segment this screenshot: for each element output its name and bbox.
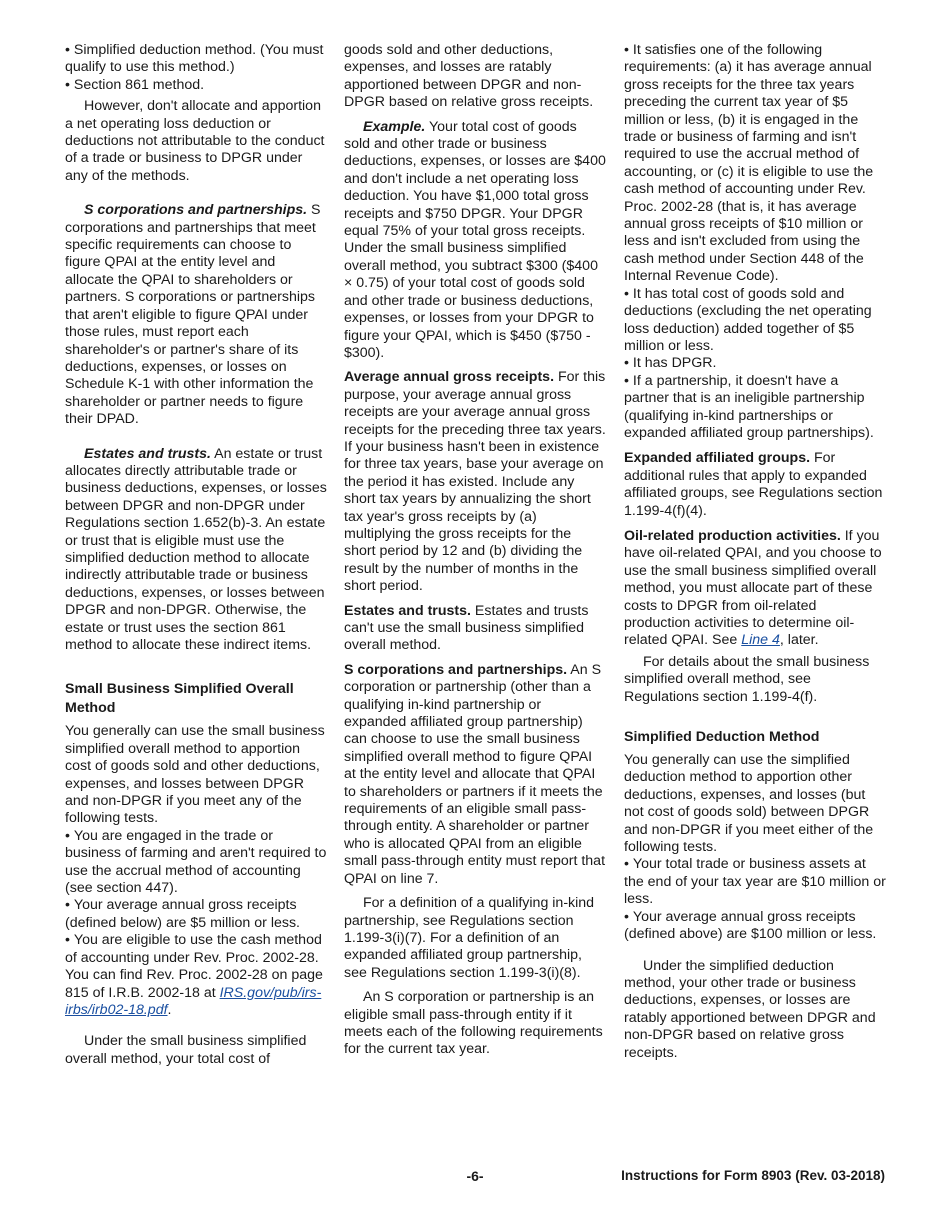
bullet-simplified-deduction: • Simplified deduction method. (You must qualify to use this method.) [65, 42, 327, 77]
paragraph-s-corporations-2 [344, 662, 606, 888]
bullet-partnership: • If a partnership, it doesn't have a partner that is an ineligible partnership (qualifying in-kind partnerships or expanded affiliated group partnerships). [624, 373, 886, 443]
paragraph-dont-allocate: However, don't allocate and apportion a net operating loss deduction or deductions not attributable to the conduct of a trade or business to DPGR under any of the methods. [65, 98, 325, 184]
text-example: Your total cost of goods sold and other trade or business deductions, expenses, or losses are $400 and don't include a net operating loss deduction. You have $1,000 total gross receipts and $750 DPGR. Your DPGR equal 75% of your total gross receipts. Under the small business simplified overall method, you subtract $300 ($400 × 0.75) of your total cost of goods sold and other trade or business deductions, expenses, or losses from your DPGR to figure your QPAI, which is $450 ($750 - $300). [344, 118, 606, 361]
text-estates-trusts: An estate or trust allocates directly attributable trade or business deductions, expenses, or losses between DPGR and non-DPGR under Regulations section 1.652(b)-3. An estate or trust that is eligible must use the simplified deduction method to allocate indirectly attributable trade or business deductions, expenses, or losses between DPGR and non-DPGR. Otherwise, the estate or trust uses the section 861 method to allocate these indirect items. [65, 445, 327, 653]
paragraph-sdm-ratably: Under the simplified deduction method, your other trade or business deductions, expenses, or losses are ratably apportioned between DPGR and non-DPGR based on relative gross receipts. [624, 957, 876, 1061]
text-cash-method: You are eligible to use the cash method of accounting under Rev. Proc. 2002-28. You can find Rev. Proc. 2002-28 on page 815 of I.R.B. 2002-18 at [65, 932, 323, 1001]
paragraph-average-receipts [344, 369, 606, 595]
link-irb02-18[interactable]: IRS.gov/pub/irs-irbs/irb02-18.pdf [65, 984, 322, 1018]
column-3 [624, 42, 886, 1071]
paragraph-sdm-intro: You generally can use the simplified deduction method to apportion other deductions, expenses, and losses (but not cost of goods sold) between DPGR and non-DPGR if you meet either of the following tests. [624, 752, 874, 856]
runin-average-receipts: Average annual gross receipts. [344, 369, 555, 386]
text-expanded-affiliated: For additional rules that apply to expanded affiliated groups, see Regulations section 1.199-4(f)(4). [624, 450, 883, 519]
page-number: -6- [466, 1168, 484, 1184]
bullet-100-million: • Your average annual gross receipts (defined above) are $100 million or less. [624, 909, 886, 944]
runin-s-corporations-2: S corporations and partnerships. [344, 661, 568, 678]
bullet-gross-receipts: • Your average annual gross receipts (defined below) are $5 million or less. [65, 897, 327, 932]
runin-example: Example. [363, 118, 426, 135]
paragraph-estates-trusts [65, 446, 327, 655]
link-line-4[interactable]: Line 4 [741, 632, 780, 649]
paragraph-sbso-intro: You generally can use the small business simplified overall method to apportion cost of goods sold and other deductions, expenses, and losses between DPGR and non-DPGR if you meet any of the following tests. [65, 723, 325, 827]
text-s-corporations-2: An S corporation or partnership (other than a qualifying in-kind partnership or expanded affiliated group partnership) can choose to use the small business simplified overall method to figure QPAI at the entity level and allocate that QPAI to shareholders or partners if it meets the requirements of an eligible small pass-through entity. A shareholder or partner who is allocated QPAI from an eligible small pass-through entity must report that QPAI on line 7. [344, 661, 606, 887]
text-later: , later. [779, 632, 819, 649]
runin-estates-trusts: Estates and trusts. [84, 445, 211, 462]
bullet-total-cost: • It has total cost of goods sold and deductions (excluding the net operating loss deduction) added together of $5 million or less. [624, 286, 886, 356]
paragraph-details-sbso: For details about the small business simplified overall method, see Regulations section 1.199-4(f). [624, 653, 870, 705]
paragraph-sbso-cost: Under the small business simplified overall method, your total cost of [65, 1033, 307, 1067]
paragraph-s-corporations [65, 202, 327, 428]
bullet-total-assets: • Your total trade or business assets at the end of your tax year are $10 million or less. [624, 856, 886, 908]
text-average-receipts: For this purpose, your average annual gross receipts are your average annual gross receipts for the preceding three tax years. If your business hasn't been in existence for three tax years, base your average on the period it has existed. Include any short tax years by annualizing the short tax year's gross receipts by (a) multiplying the gross receipts for the short period by 12 and (b) dividing the result by the number of months in the short period. [344, 369, 606, 595]
paragraph-in-kind-definition: For a definition of a qualifying in-kind partnership, see Regulations section 1.199-3(i)(7). For a definition of an expanded affiliated group partnership, see Regulations section 1.199-3(i)(8). [344, 895, 595, 981]
bullet-cash-method [65, 932, 327, 1019]
bullet-farming: • You are engaged in the trade or business of farming and aren't required to use the accrual method of accounting (see section 447). [65, 828, 327, 898]
text-estates-trusts-2: Estates and trusts can't use the small business simplified overall method. [344, 602, 589, 654]
text-period: . [167, 1001, 172, 1018]
heading-small-business-method: Small Business Simplified Overall Method [65, 681, 294, 717]
runin-expanded-affiliated: Expanded affiliated groups. [624, 450, 811, 467]
runin-oil-related: Oil-related production activities. [624, 527, 841, 544]
paragraph-eligible-entity: An S corporation or partnership is an eligible small pass-through entity if it meets each of the following requirements for the current tax year. [344, 989, 603, 1058]
paragraph-ratably-apportioned: goods sold and other deductions, expenses, and losses are ratably apportioned between DPGR and non-DPGR based on relative gross receipts. [344, 42, 594, 111]
column-1 [65, 42, 327, 1077]
bullet-section-861: • Section 861 method. [65, 77, 327, 94]
footer-form-title: Instructions for Form 8903 (Rev. 03-2018) [621, 1168, 885, 1183]
paragraph-expanded-affiliated [624, 450, 886, 520]
paragraph-example [344, 119, 606, 363]
paragraph-estates-trusts-2 [344, 603, 606, 655]
column-2 [344, 42, 606, 1068]
text-s-corporations: S corporations and partnerships that meet specific requirements can choose to figure QPAI at the entity level and allocate the QPAI to shareholders or partners. S corporations or partnerships that aren't eligible to figure QPAI under those rules, must report each shareholder's or partner's share of its deductions, expenses, or losses on Schedule K-1 with other information the shareholder or partner needs to figure their DPAD. [65, 202, 321, 428]
runin-s-corporations: S corporations and partnerships. [84, 202, 308, 219]
bullet-requirements: • It satisfies one of the following requirements: (a) it has average annual gross receipts for the three tax years preceding the current tax year of $5 million or less, (b) it is engaged in the trade or business of farming and isn't required to use the accrual method of accounting, or (c) it is eligible to use the cash method of accounting under Rev. Proc. 2002-28 (that is, it has average annual gross receipts of $10 million or less and isn't excluded from using the cash method under Section 448 of the Internal Revenue Code). [624, 42, 886, 286]
text-oil-related: If you have oil-related QPAI, and you choose to use the small business simplified overall method, you must allocate part of these costs to DPGR from oil-related production activities to determine oil-related QPAI. See [624, 527, 882, 649]
paragraph-oil-related [624, 528, 886, 650]
runin-estates-trusts-2: Estates and trusts. [344, 602, 471, 619]
bullet-has-dpgr: • It has DPGR. [624, 355, 886, 372]
spacer [624, 944, 886, 958]
heading-simplified-deduction: Simplified Deduction Method [624, 729, 820, 746]
spacer [65, 1019, 327, 1033]
